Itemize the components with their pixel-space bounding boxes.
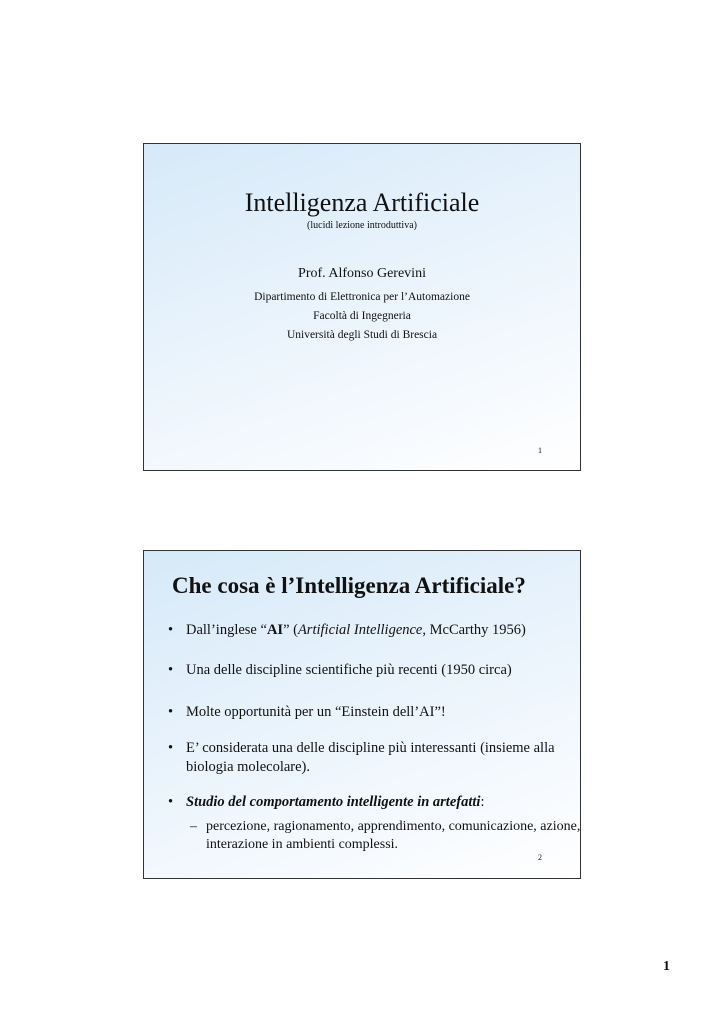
bullet-item: [168, 661, 512, 680]
slide-1-subtitle: (lucidi lezione introduttiva): [307, 220, 417, 231]
bullet-text: Molte opportunità per un “Einstein dell’AI”!: [186, 704, 446, 720]
bullet-item: [168, 793, 576, 812]
slide-2-number: 2: [538, 853, 542, 862]
bullet-text: E’ considerata una delle discipline più interessanti (insieme alla biologia molecolare).: [186, 740, 555, 775]
bullet-emphasis: Studio del comportamento intelligente in artefatti: [186, 794, 481, 810]
bullet-text: , McCarthy 1956): [422, 622, 526, 638]
page-number: 1: [663, 959, 670, 974]
university: Università degli Studi di Brescia: [286, 329, 438, 341]
bullet-text: Dall’inglese “: [186, 622, 267, 638]
bullet-marker: •: [168, 794, 174, 810]
faculty: Facoltà di Ingegneria: [313, 310, 411, 322]
bullet-text: :: [480, 794, 485, 810]
bullet-item: [168, 621, 526, 640]
bullet-text: Una delle discipline scientifiche più recenti (1950 circa): [186, 662, 512, 678]
department: Dipartimento di Elettronica per l’Automazione: [254, 291, 470, 303]
professor-name: Prof. Alfonso Gerevini: [298, 266, 426, 281]
slide-2-title: Che cosa è l’Intelligenza Artificiale?: [172, 573, 526, 598]
bullet-bold: AI: [266, 622, 284, 638]
slide-1-number: 1: [538, 446, 542, 455]
bullet-text: ” (: [283, 622, 298, 638]
bullet-marker: •: [168, 704, 174, 720]
bullet-item: [168, 739, 566, 777]
slide-2: [143, 550, 581, 879]
sub-bullet-text: percezione, ragionamento, apprendimento, comunicazione, azione, interazione in ambienti complessi.: [206, 819, 581, 852]
sub-bullet-marker: –: [190, 819, 197, 834]
bullet-marker: •: [168, 622, 174, 638]
bullet-italic: Artificial Intelligence: [297, 622, 423, 638]
slide-1-title: Intelligenza Artificiale: [244, 188, 480, 217]
bullet-marker: •: [168, 662, 174, 678]
slide-1: [143, 143, 581, 471]
bullet-item: [168, 703, 446, 722]
sub-bullet-item: [190, 818, 586, 854]
bullet-marker: •: [168, 740, 174, 756]
